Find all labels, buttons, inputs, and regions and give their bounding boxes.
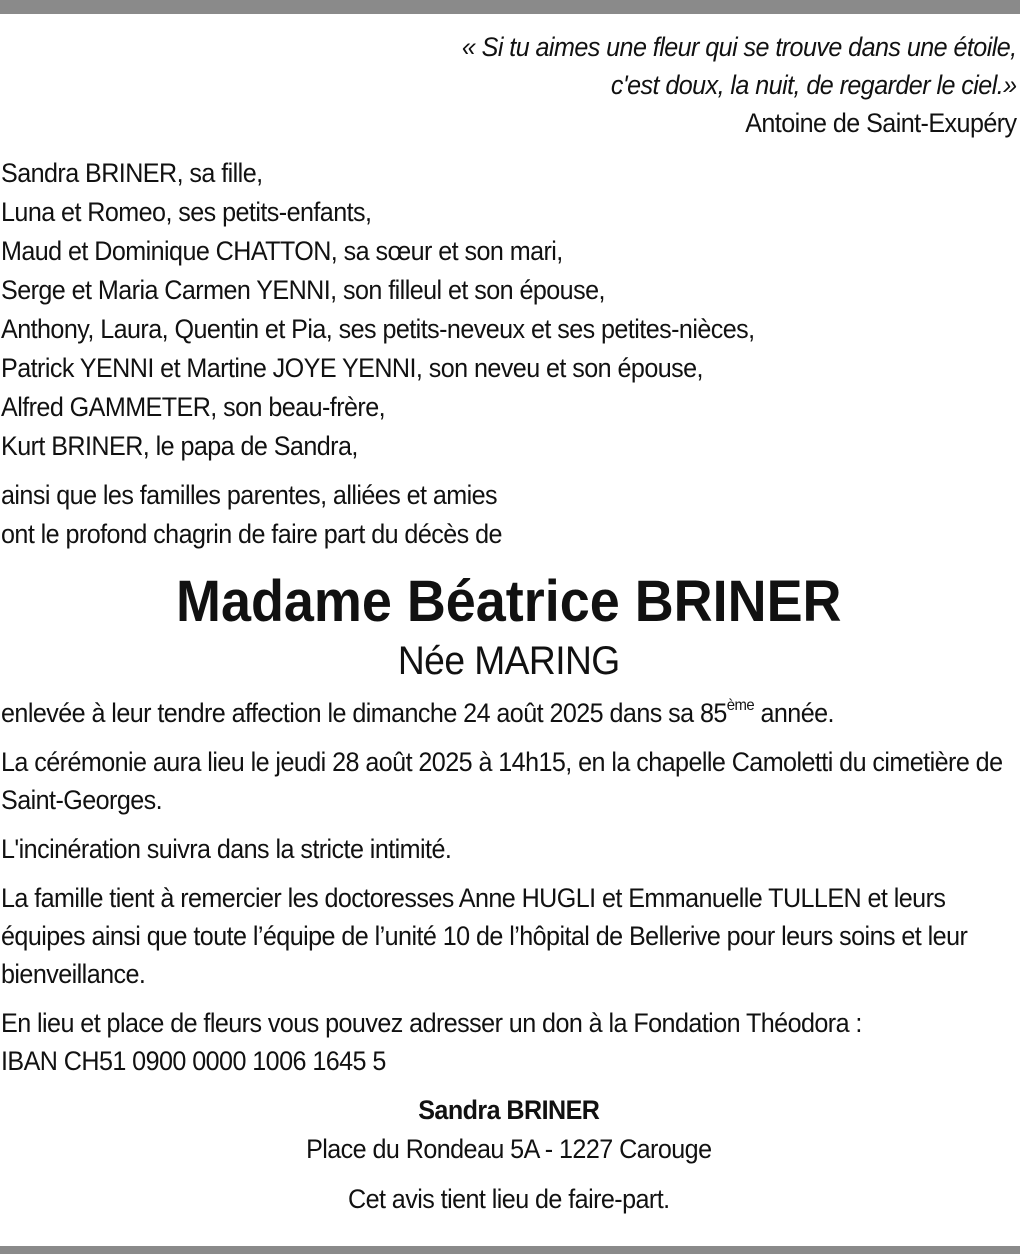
contact-address: Place du Rondeau 5A - 1227 Carouge	[306, 1134, 712, 1164]
cremation-info: L'incinération suivra dans la stricte intimité.	[1, 834, 452, 864]
footer-note: Cet avis tient lieu de faire-part.	[347, 1184, 670, 1214]
death-text-end: année.	[754, 698, 834, 728]
family-member: Sandra BRINER, sa fille,	[1, 158, 263, 188]
family-member: Maud et Dominique CHATTON, sa sœur et son mari,	[1, 236, 563, 266]
quote-line-1: « Si tu aimes une fleur qui se trouve dans une étoile,	[461, 32, 1017, 62]
announce-line-1: ainsi que les familles parentes, alliées et amies	[1, 480, 498, 510]
obituary-notice	[1, 28, 1017, 1219]
quote-line-2: c'est doux, la nuit, de regarder le ciel.»	[610, 70, 1017, 100]
top-border	[0, 0, 1020, 14]
family-member: Luna et Romeo, ses petits-enfants,	[1, 197, 372, 227]
family-member: Serge et Maria Carmen YENNI, son filleul et son épouse,	[1, 275, 605, 305]
epigraph-quote	[1, 28, 1017, 104]
iban: IBAN CH51 0900 0000 1006 1645 5	[1, 1046, 386, 1076]
donation-text: En lieu et place de fleurs vous pouvez adresser un don à la Fondation Théodora :	[1, 1008, 862, 1038]
announce-line-2: ont le profond chagrin de faire part du décès de	[1, 519, 502, 549]
quote-author: Antoine de Saint-Exupéry	[745, 108, 1017, 138]
family-list	[1, 154, 1017, 466]
family-member: Alfred GAMMETER, son beau-frère,	[1, 392, 386, 422]
death-statement	[1, 694, 1017, 732]
ordinal-suffix: ème	[726, 697, 755, 714]
birth-name: Née MARING	[397, 639, 620, 683]
deceased-name: Madame Béatrice BRINER	[176, 569, 842, 634]
contact-name: Sandra BRINER	[418, 1095, 600, 1125]
donation-paragraph	[1, 1004, 1017, 1080]
family-member: Patrick YENNI et Martine JOYE YENNI, son neveu et son épouse,	[1, 353, 703, 383]
death-text: enlevée à leur tendre affection le dimanche 24 août 2025 dans sa 85	[1, 698, 727, 728]
bottom-border	[0, 1246, 1020, 1254]
family-member: Anthony, Laura, Quentin et Pia, ses petits-neveux et ses petites-nièces,	[1, 314, 755, 344]
thanks-paragraph: La famille tient à remercier les doctoresses Anne HUGLI et Emmanuelle TULLEN et leurs équipes ainsi que toute l’équipe de l’unité 10 de l’hôpital de Bellerive pour leurs soins et leur bienveillance.	[1, 883, 968, 989]
family-member: Kurt BRINER, le papa de Sandra,	[1, 431, 358, 461]
ceremony-info: La cérémonie aura lieu le jeudi 28 août 2025 à 14h15, en la chapelle Camoletti du cimetière de Saint-Georges.	[1, 747, 1003, 815]
